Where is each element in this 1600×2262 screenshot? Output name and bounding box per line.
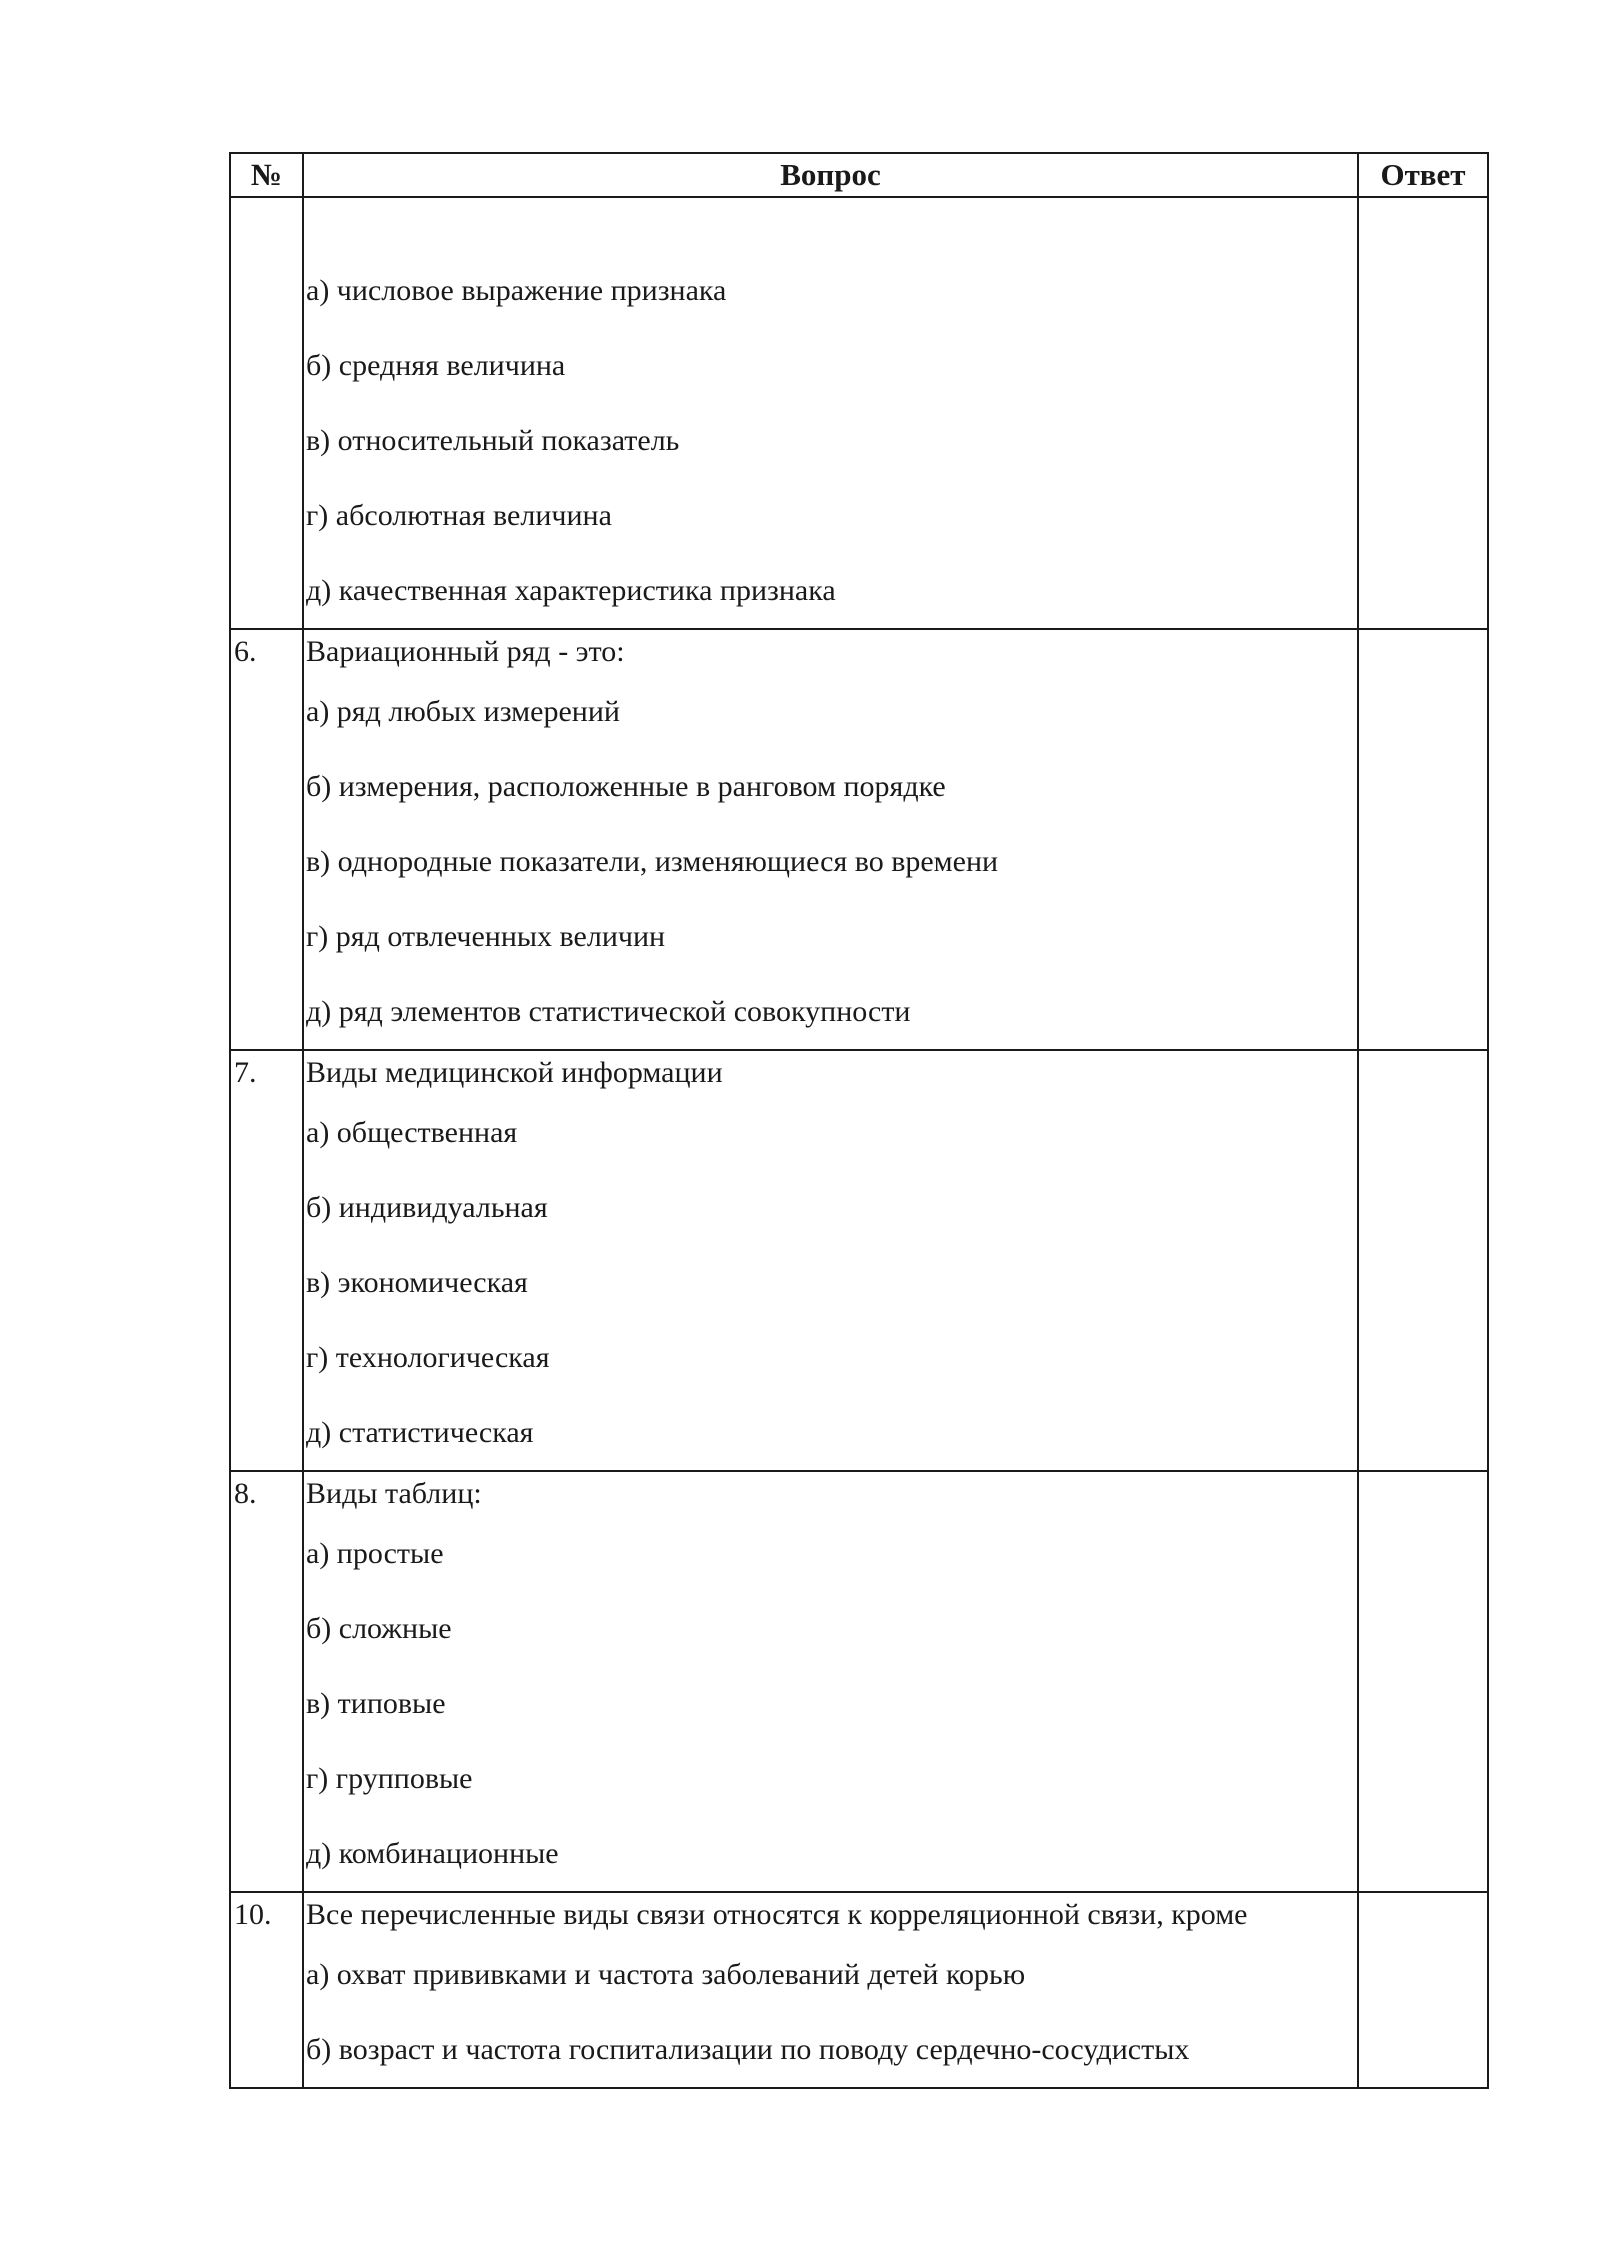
question-number-cell <box>230 197 303 629</box>
question-number-cell <box>230 1471 303 1892</box>
header-number: № <box>230 153 303 197</box>
table-row <box>230 1892 1488 2088</box>
question-number-cell <box>230 629 303 1050</box>
answer-option: г) ряд отвлеченных величин <box>306 920 666 953</box>
answer-option: д) качественная характеристика признака <box>306 574 836 607</box>
answer-option: а) числовое выражение признака <box>306 274 727 307</box>
question-number: 6. <box>234 635 257 668</box>
answer-option: б) сложные <box>306 1612 452 1645</box>
question-cell <box>303 629 1358 1050</box>
answer-option: а) охват прививками и частота заболеваний детей корью <box>306 1958 1026 1991</box>
table-header-row <box>230 153 1488 197</box>
answer-cell[interactable] <box>1358 1892 1488 2088</box>
answer-cell[interactable] <box>1358 197 1488 629</box>
questions-table <box>229 152 1489 2089</box>
answer-cell[interactable] <box>1358 629 1488 1050</box>
answer-option: в) однородные показатели, изменяющиеся во времени <box>306 845 999 878</box>
question-cell <box>303 197 1358 629</box>
question-number: 8. <box>234 1477 257 1510</box>
answer-option: г) технологическая <box>306 1341 550 1374</box>
answer-option: в) типовые <box>306 1687 446 1720</box>
answer-option: а) ряд любых измерений <box>306 695 620 728</box>
question-text: Виды таблиц: <box>306 1477 482 1510</box>
answer-option: б) средняя величина <box>306 349 566 382</box>
table-row <box>230 197 1488 629</box>
question-number: 10. <box>234 1898 272 1931</box>
question-text: Виды медицинской информации <box>306 1056 723 1089</box>
header-question: Вопрос <box>303 153 1358 197</box>
answer-option: а) общественная <box>306 1116 518 1149</box>
answer-option: в) относительный показатель <box>306 424 680 457</box>
question-cell <box>303 1471 1358 1892</box>
table-row <box>230 1471 1488 1892</box>
answer-option: а) простые <box>306 1537 444 1570</box>
question-number-cell <box>230 1892 303 2088</box>
question-number: 7. <box>234 1056 257 1089</box>
answer-cell[interactable] <box>1358 1050 1488 1471</box>
question-cell <box>303 1050 1358 1471</box>
answer-option: д) статистическая <box>306 1416 534 1449</box>
answer-option: б) измерения, расположенные в ранговом порядке <box>306 770 946 803</box>
question-cell <box>303 1892 1358 2088</box>
table-row <box>230 1050 1488 1471</box>
question-spacer <box>306 198 1357 253</box>
header-answer: Ответ <box>1358 153 1488 197</box>
answer-option: д) комбинационные <box>306 1837 559 1870</box>
answer-option: д) ряд элементов статистической совокупности <box>306 995 911 1028</box>
answer-option: г) абсолютная величина <box>306 499 612 532</box>
table-row <box>230 629 1488 1050</box>
answer-option: б) индивидуальная <box>306 1191 548 1224</box>
question-text: Вариационный ряд - это: <box>306 635 625 668</box>
question-number-cell <box>230 1050 303 1471</box>
answer-option: в) экономическая <box>306 1266 528 1299</box>
answer-option: б) возраст и частота госпитализации по поводу сердечно-сосудистых <box>306 2033 1190 2066</box>
answer-cell[interactable] <box>1358 1471 1488 1892</box>
question-text: Все перечисленные виды связи относятся к корреляционной связи, кроме <box>306 1898 1248 1931</box>
answer-option: г) групповые <box>306 1762 473 1795</box>
